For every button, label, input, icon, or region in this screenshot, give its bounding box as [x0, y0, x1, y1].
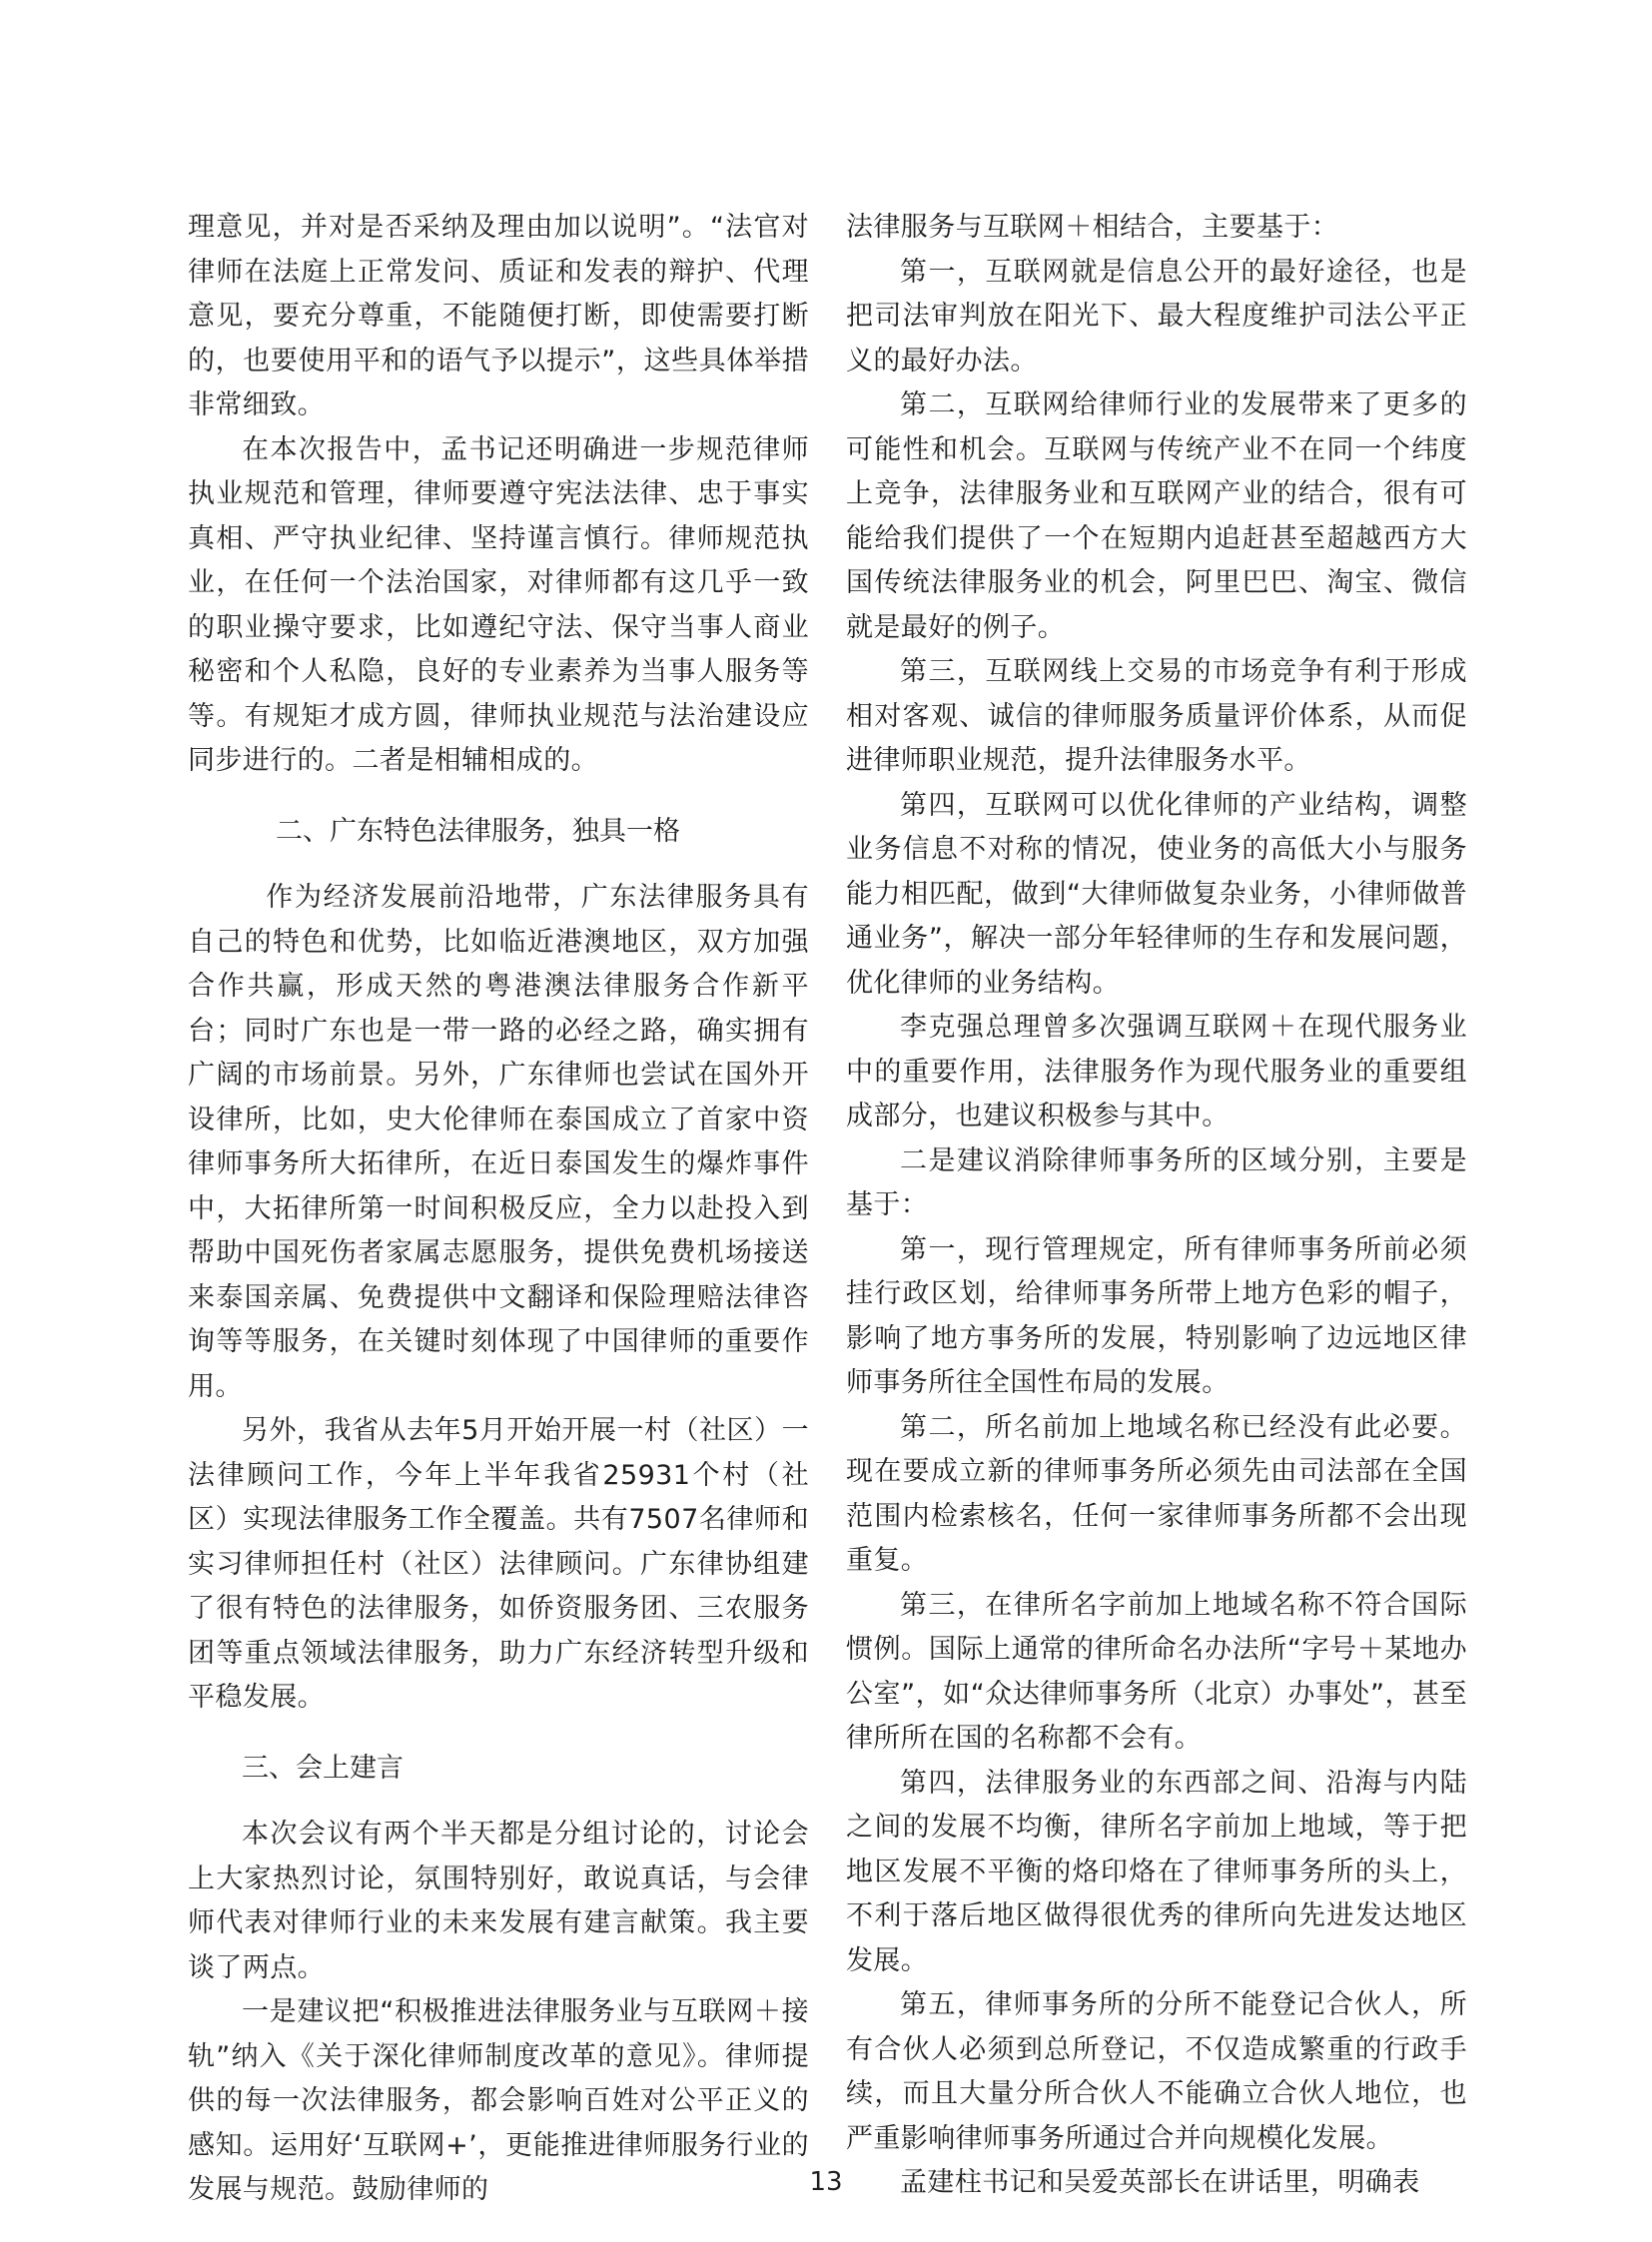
right-paragraph-13: 孟建柱书记和吴爱英部长在讲话里，明确表: [900, 2167, 1420, 2198]
right-paragraph-10: 第三，在律所名字前加上地域名称不符合国际惯例。国际上通常的律所命名办法所“字号＋某地办公室”，如“众达律师事务所（北京）办事处”，甚至律所所在国的名称都不会有。: [846, 1589, 1467, 1754]
left-column: [188, 206, 809, 2213]
left-paragraph-4: 另外，我省从去年5月开始开展一村（社区）一法律顾问工作，今年上半年我省25931个村（社区）实现法律服务工作全覆盖。共有7507名律师和实习律师担任村（社区）法律顾问。广东律协组建了很有特色的法律服务，如侨资服务团、三农服务团等重点领域法律服务，助力广东经济转型升级和平稳发展。: [188, 1415, 809, 1713]
right-paragraph-11: 第四，法律服务业的东西部之间、沿海与内陆之间的发展不均衡，律所名字前加上地域，等于把地区发展不平衡的烙印烙在了律师事务所的头上，不利于落后地区做得很优秀的律所向先进发达地区发展。: [846, 1767, 1467, 1976]
left-paragraph-2: 在本次报告中，孟书记还明确进一步规范律师执业规范和管理，律师要遵守宪法法律、忠于事实真相、严守执业纪律、坚持谨言慎行。律师规范执业，在任何一个法治国家，对律师都有这几乎一致的职业操守要求，比如遵纪守法、保守当事人商业秘密和个人私隐，良好的专业素养为当事人服务等等。有规矩才成方圆，律师执业规范与法治建设应同步进行的。二者是相辅相成的。: [188, 433, 809, 776]
right-paragraph-9: 第二，所名前加上地域名称已经没有此必要。现在要成立新的律师事务所必须先由司法部在全国范围内检索核名，任何一家律师事务所都不会出现重复。: [846, 1411, 1467, 1576]
right-paragraph-12: 第五，律师事务所的分所不能登记合伙人，所有合伙人必须到总所登记，不仅造成繁重的行政手续，而且大量分所合伙人不能确立合伙人地位，也严重影响律师事务所通过合并向规模化发展。: [846, 1989, 1467, 2154]
right-paragraph-6: 李克强总理曾多次强调互联网＋在现代服务业中的重要作用，法律服务作为现代服务业的重要组成部分，也建议积极参与其中。: [846, 1012, 1467, 1131]
right-paragraph-7: 二是建议消除律师事务所的区域分别，主要是基于：: [846, 1144, 1467, 1220]
section-heading-3: 三、会上建言: [242, 1752, 404, 1784]
right-column: [846, 206, 1467, 2206]
right-paragraph-4: 第三，互联网线上交易的市场竞争有利于形成相对客观、诚信的律师服务质量评价体系，从而促进律师职业规范，提升法律服务水平。: [846, 656, 1467, 776]
section-heading-2: 二、广东特色法律服务，独具一格: [276, 815, 680, 847]
right-paragraph-8: 第一，现行管理规定，所有律师事务所前必须挂行政区划，给律师事务所带上地方色彩的帽子，影响了地方事务所的发展，特别影响了边远地区律师事务所往全国性布局的发展。: [846, 1233, 1467, 1398]
right-paragraph-1: 法律服务与互联网＋相结合，主要基于：: [846, 212, 1339, 243]
left-paragraph-5: 本次会议有两个半天都是分组讨论的，讨论会上大家热烈讨论，氛围特别好，敢说真话，与会律师代表对律师行业的未来发展有建言献策。我主要谈了两点。: [188, 1819, 809, 1983]
page-number: 13: [809, 2167, 843, 2197]
left-paragraph-3: 作为经济发展前沿地带，广东法律服务具有自己的特色和优势，比如临近港澳地区，双方加强合作共赢，形成天然的粤港澳法律服务合作新平台；同时广东也是一带一路的必经之路，确实拥有广阔的市场前景。另外，广东律师也尝试在国外开设律所，比如，史大伦律师在泰国成立了首家中资律师事务所大拓律所，在近日泰国发生的爆炸事件中，大拓律所第一时间积极反应，全力以赴投入到帮助中国死伤者家属志愿服务，提供免费机场接送来泰国亲属、免费提供中文翻译和保险理赔法律咨询等等服务，在关键时刻体现了中国律师的重要作用。: [188, 882, 809, 1402]
left-paragraph-1: 理意见，并对是否采纳及理由加以说明”。“法官对律师在法庭上正常发问、质证和发表的辩护、代理意见，要充分尊重，不能随便打断，即使需要打断的，也要使用平和的语气予以提示”，这些具体举措非常细致。: [188, 212, 809, 420]
right-paragraph-2: 第一，互联网就是信息公开的最好途径，也是把司法审判放在阳光下、最大程度维护司法公平正义的最好办法。: [846, 256, 1467, 376]
left-paragraph-6: 一是建议把“积极推进法律服务业与互联网＋接轨”纳入《关于深化律师制度改革的意见》。律师提供的每一次法律服务，都会影响百姓对公平正义的感知。运用好‘互联网+’，更能推进律师服务行业的发展与规范。鼓励律师的: [188, 1996, 809, 2205]
right-paragraph-3: 第二，互联网给律师行业的发展带来了更多的可能性和机会。互联网与传统产业不在同一个纬度上竞争，法律服务业和互联网产业的结合，很有可能给我们提供了一个在短期内追赶甚至超越西方大国传统法律服务业的机会，阿里巴巴、淘宝、微信就是最好的例子。: [846, 389, 1467, 643]
right-paragraph-5: 第四，互联网可以优化律师的产业结构，调整业务信息不对称的情况，使业务的高低大小与服务能力相匹配，做到“大律师做复杂业务，小律师做普通业务”，解决一部分年轻律师的生存和发展问题，优化律师的业务结构。: [846, 789, 1467, 999]
